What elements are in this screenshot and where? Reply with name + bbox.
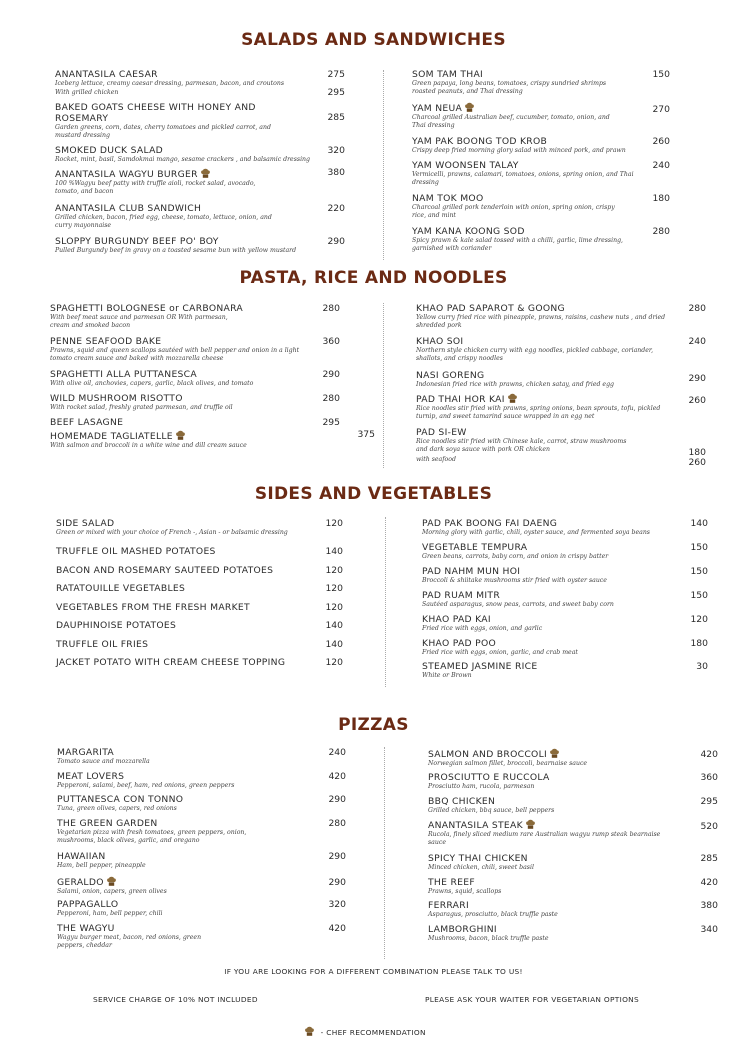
item-desc: Green papaya, long beans, tomatoes, crispy sundried shrimps roasted peanuts, and Thai dressing <box>412 80 607 96</box>
item-name: FERRARI <box>428 900 469 911</box>
chef-hat-icon <box>464 101 475 113</box>
column-divider <box>383 70 384 260</box>
item-name <box>55 167 211 180</box>
item-desc: Salami, onion, capers, green olives <box>57 888 167 895</box>
item-name-text: ANANTASILA STEAK <box>428 820 523 831</box>
item-price: 290 <box>688 373 706 384</box>
item-price: 140 <box>325 639 343 650</box>
item-price: 120 <box>325 602 343 613</box>
item-name: SPAGHETTI ALLA PUTTANESCA <box>50 369 197 380</box>
item-name <box>412 101 475 114</box>
item-name: PAD PAK BOONG FAI DAENG <box>422 518 558 529</box>
item-price: 420 <box>328 771 346 782</box>
item-desc: Minced chicken, chili, sweet basil <box>428 864 534 871</box>
item-name <box>428 818 536 831</box>
item-desc: Norwegian salmon fillet, broccoli, bearnaise sauce <box>428 760 588 767</box>
item-price: 280 <box>328 818 346 829</box>
item-name: KHAO SOI <box>416 336 464 347</box>
item-price: 360 <box>322 336 340 347</box>
item-name: NAM TOK MOO <box>412 193 484 204</box>
item-name <box>57 875 117 888</box>
item-price: 120 <box>325 583 343 594</box>
item-name: LAMBORGHINI <box>428 924 497 935</box>
item-name: KHAO PAD KAI <box>422 614 491 625</box>
item-price: 150 <box>652 69 670 80</box>
item-name: PUTTANESCA CON TONNO <box>57 794 184 805</box>
item-desc: Grilled chicken, bacon, fried egg, cheese, tomato, lettuce, onion, and curry mayonnaise <box>55 214 272 230</box>
item-price: 290 <box>328 877 346 888</box>
item-name: TRUFFLE OIL FRIES <box>56 639 149 650</box>
item-price: 150 <box>690 542 708 553</box>
item-price: 150 <box>690 566 708 577</box>
item-desc: Rucola, finely sliced medium rare Australian wagyu rump steak bearnaise sauce <box>428 831 661 847</box>
vegetarian-note: PLEASE ASK YOUR WAITER FOR VEGETARIAN OPTIONS <box>425 995 640 1004</box>
item-desc: Charcoal grilled pork tenderloin with onion, spring onion, crispy rice, and mint <box>412 204 615 220</box>
chef-hat-icon <box>175 429 186 441</box>
column-divider <box>384 747 385 959</box>
item-name: PAD SI-EW <box>416 427 467 438</box>
item-price: 140 <box>325 620 343 631</box>
item-desc: With salmon and broccoli in a white wine and dill cream sauce <box>50 442 247 449</box>
item-desc: Fried rice with eggs, onion, and garlic <box>422 625 543 632</box>
item-name: THE REEF <box>428 877 475 888</box>
item-price: 260 <box>688 395 706 406</box>
chef-hat-icon <box>549 747 560 759</box>
item-price: 285 <box>700 853 718 864</box>
item-desc: Vermicelli, prawns, calamari, tomatoes, onions, spring onion, and Thai dressing <box>412 171 634 187</box>
service-charge-note: SERVICE CHARGE OF 10% NOT INCLUDED <box>93 995 258 1004</box>
item-desc: Pepperoni, ham, bell pepper, chili <box>57 910 163 917</box>
item-price: 140 <box>325 546 343 557</box>
item-price: 220 <box>327 203 345 214</box>
item-price: 420 <box>328 923 346 934</box>
item-name: PAD NAHM MUN HOI <box>422 566 521 577</box>
item-name: SOM TAM THAI <box>412 69 484 80</box>
item-name: ANANTASILA CLUB SANDWICH <box>55 203 202 214</box>
item-desc: Mushrooms, bacon, black truffle paste <box>428 935 549 942</box>
item-price: 380 <box>327 167 345 178</box>
item-name-text: HOMEMADE TAGLIATELLE <box>50 431 173 442</box>
item-name: RATATOUILLE VEGETABLES <box>56 583 186 594</box>
item-price: 120 <box>325 518 343 529</box>
item-price: 375 <box>357 429 375 440</box>
item-name: WILD MUSHROOM RISOTTO <box>50 393 183 404</box>
item-price: 520 <box>700 821 718 832</box>
item-desc: Prawns, squid and queen scallops sautéed with bell pepper and onion in a light tomato cream sauce and baked with mozzarella cheese <box>50 347 300 363</box>
combination-note: IF YOU ARE LOOKING FOR A DIFFERENT COMBINATION PLEASE TALK TO US! <box>224 967 523 976</box>
item-price: 420 <box>700 749 718 760</box>
item-price: 280 <box>652 226 670 237</box>
chef-hat-icon <box>304 1025 315 1037</box>
item-name: VEGETABLE TEMPURA <box>422 542 528 553</box>
item-price: 295 <box>700 796 718 807</box>
item-price: 380 <box>700 900 718 911</box>
item-price: 420 <box>700 877 718 888</box>
item-price: 180 <box>688 447 706 458</box>
item-name: SIDE SALAD <box>56 518 115 529</box>
section-title-pizzas: PIZZAS <box>338 715 409 735</box>
item-name-text: YAM NEUA <box>412 103 463 114</box>
chef-hat-icon <box>507 392 518 404</box>
item-price: 150 <box>690 590 708 601</box>
item-price: 290 <box>322 369 340 380</box>
column-divider <box>383 303 384 468</box>
item-desc: Prawns, squid, scallops <box>428 888 502 895</box>
chef-hat-icon <box>525 818 536 830</box>
item-desc: Crispy deep fried morning glory salad with minced pork, and prawn <box>412 147 626 154</box>
item-name: THE GREEN GARDEN <box>57 818 158 829</box>
item-desc: Tuna, green olives, capers, red onions <box>57 805 177 812</box>
item-name: HAWAIIAN <box>57 851 106 862</box>
section-title-sides: SIDES AND VEGETABLES <box>254 484 493 504</box>
item-name <box>428 747 560 760</box>
item-name: STEAMED JASMINE RICE <box>422 661 538 672</box>
item-price: 290 <box>327 236 345 247</box>
item-desc: Garden greens, corn, dates, cherry tomatoes and pickled carrot, and mustard dressing <box>55 124 271 140</box>
item-name: THE WAGYU <box>57 923 115 934</box>
item-name: BAKED GOATS CHEESE WITH HONEY AND ROSEMARY <box>55 102 256 124</box>
column-divider <box>385 517 386 687</box>
item-name-text: SALMON AND BROCCOLI <box>428 749 548 760</box>
item-price: 280 <box>322 393 340 404</box>
item-name-text: PAD THAI HOR KAI <box>416 394 505 405</box>
item-name: SPAGHETTI BOLOGNESE or CARBONARA <box>50 303 244 314</box>
item-desc: Prosciutto ham, rucola, parmesan <box>428 783 535 790</box>
item-price: 285 <box>327 112 345 123</box>
item-name: JACKET POTATO WITH CREAM CHEESE TOPPING <box>56 657 286 668</box>
item-desc: White or Brown <box>422 672 472 679</box>
item-price: 275 <box>327 69 345 80</box>
item-desc: Tomato sauce and mozzarella <box>57 758 150 765</box>
item-desc: Iceberg lettuce, creamy caesar dressing, parmesan, bacon, and croutons <box>55 80 285 87</box>
item-desc: Green or mixed with your choice of French -, Asian - or balsamic dressing <box>56 529 288 536</box>
item-price: 30 <box>696 661 708 672</box>
item-price: 240 <box>328 747 346 758</box>
item-name: PENNE SEAFOOD BAKE <box>50 336 162 347</box>
item-name: PROSCIUTTO E RUCCOLA <box>428 772 550 783</box>
item-desc: Rice noodles stir fried with prawns, spring onions, bean sprouts, tofu, pickled turnip, and sweet tamarind sauce wrapped in an egg net <box>416 405 661 421</box>
chef-legend <box>302 1025 426 1037</box>
item-desc: Pulled Burgundy beef in gravy on a toasted sesame bun with yellow mustard <box>55 247 297 254</box>
item-name: MARGARITA <box>57 747 114 758</box>
item-name: YAM PAK BOONG TOD KROB <box>412 136 548 147</box>
item-desc: Fried rice with eggs, onion, garlic, and crab meat <box>422 649 578 656</box>
item-desc: With olive oil, anchovies, capers, garlic, black olives, and tomato <box>50 380 254 387</box>
item-price: 280 <box>322 303 340 314</box>
item-desc: Spicy prawn & kale salad tossed with a chilli, garlic, lime dressing, garnished with coriander <box>412 237 624 253</box>
section-title-salads: SALADS AND SANDWICHES <box>241 30 506 50</box>
item-desc: Rocket, mint, basil, Samdokmai mango, sesame crackers , and balsamic dressing <box>55 156 310 163</box>
item-name: DAUPHINOISE POTATOES <box>56 620 177 631</box>
item-price: 290 <box>328 794 346 805</box>
item-desc: Pepperoni, salami, beef, ham, red onions, green peppers <box>57 782 235 789</box>
item-desc-alt: With grilled chicken <box>55 88 119 96</box>
item-name: PAD RUAM MITR <box>422 590 501 601</box>
chef-legend-text: - CHEF RECOMMENDATION <box>320 1028 426 1037</box>
item-name-text: ANANTASILA WAGYU BURGER <box>55 169 198 180</box>
item-desc: Asparagus, prosciutto, black truffle paste <box>428 911 558 918</box>
item-name: NASI GORENG <box>416 370 485 381</box>
item-name: MEAT LOVERS <box>57 771 125 782</box>
item-desc: 100 %Wagyu beef patty with truffle aioli, rocket salad, avocado, tomato, and bacon <box>55 180 256 196</box>
item-desc: Morning glory with garlic, chili, oyster sauce, and fermented soya beans <box>422 529 650 536</box>
item-name: BACON AND ROSEMARY SAUTEED POTATOES <box>56 565 274 576</box>
item-name: ANANTASILA CAESAR <box>55 69 158 80</box>
item-price: 360 <box>700 772 718 783</box>
item-price: 320 <box>328 899 346 910</box>
item-desc: Charcoal grilled Australian beef, cucumber, tomato, onion, and Thai dressing <box>412 114 610 130</box>
item-price-alt: 295 <box>327 87 345 98</box>
item-desc: Yellow curry fried rice with pineapple, prawns, raisins, cashew nuts , and dried shredded pork <box>416 314 666 330</box>
item-price: 180 <box>652 193 670 204</box>
item-desc: Rice noodles stir fried with Chinese kale, carrot, straw mushrooms and dark soya sauce with pork OR chicken <box>416 438 627 454</box>
chef-hat-icon <box>200 167 211 179</box>
item-name: VEGETABLES FROM THE FRESH MARKET <box>56 602 250 613</box>
item-desc: Broccoli & shiitake mushrooms stir fried with oyster sauce <box>422 577 607 584</box>
item-desc: Sautéed asparagus, snow peas, carrots, and sweet baby corn <box>422 601 614 608</box>
item-desc: Ham, bell pepper, pineapple <box>57 862 146 869</box>
item-name: YAM KANA KOONG SOD <box>412 226 525 237</box>
item-name: KHAO PAD SAPAROT & GOONG <box>416 303 565 314</box>
item-price: 240 <box>688 336 706 347</box>
item-desc: With rocket salad, freshly grated parmesan, and truffle oil <box>50 404 233 411</box>
item-price: 290 <box>328 851 346 862</box>
item-price: 320 <box>327 145 345 156</box>
chef-hat-icon <box>106 875 117 887</box>
item-name: SMOKED DUCK SALAD <box>55 145 164 156</box>
item-desc: Vegetarian pizza with fresh tomatoes, green peppers, onion, mushrooms, black olives, garlic, and oregano <box>57 829 247 845</box>
item-desc: With beef meat sauce and parmesan OR With parmesan, cream and smoked bacon <box>50 314 228 330</box>
item-price: 340 <box>700 924 718 935</box>
item-name: BBQ CHICKEN <box>428 796 496 807</box>
item-name: TRUFFLE OIL MASHED POTATOES <box>56 546 216 557</box>
item-price: 120 <box>325 657 343 668</box>
item-price: 120 <box>690 614 708 625</box>
item-price: 280 <box>688 303 706 314</box>
item-desc-alt: with seafood <box>416 455 456 463</box>
item-name: BEEF LASAGNE <box>50 417 124 428</box>
item-name-text: GERALDO <box>57 877 104 888</box>
item-name: KHAO PAD POO <box>422 638 497 649</box>
item-price: 140 <box>690 518 708 529</box>
item-desc: Indonesian fried rice with prawns, chicken satay, and fried egg <box>416 381 615 388</box>
item-price-alt: 260 <box>688 457 706 468</box>
item-price: 120 <box>325 565 343 576</box>
item-price: 295 <box>322 417 340 428</box>
item-name <box>50 429 186 442</box>
item-price: 270 <box>652 104 670 115</box>
item-desc: Wagyu burger meat, bacon, red onions, green peppers, cheddar <box>57 934 202 950</box>
item-name: PAPPAGALLO <box>57 899 119 910</box>
item-name <box>416 392 518 405</box>
item-price: 260 <box>652 136 670 147</box>
item-desc: Green beans, carrots, baby corn, and onion in crispy batter <box>422 553 609 560</box>
section-title-pasta: PASTA, RICE AND NOODLES <box>239 268 508 288</box>
item-name: SPICY THAI CHICKEN <box>428 853 528 864</box>
item-name: SLOPPY BURGUNDY BEEF PO' BOY <box>55 236 219 247</box>
item-name: YAM WOONSEN TALAY <box>412 160 519 171</box>
item-price: 180 <box>690 638 708 649</box>
item-desc: Grilled chicken, bbq sauce, bell peppers <box>428 807 555 814</box>
item-price: 240 <box>652 160 670 171</box>
item-desc: Northern style chicken curry with egg noodles, pickled cabbage, coriander, shallots, and crispy noodles <box>416 347 654 363</box>
